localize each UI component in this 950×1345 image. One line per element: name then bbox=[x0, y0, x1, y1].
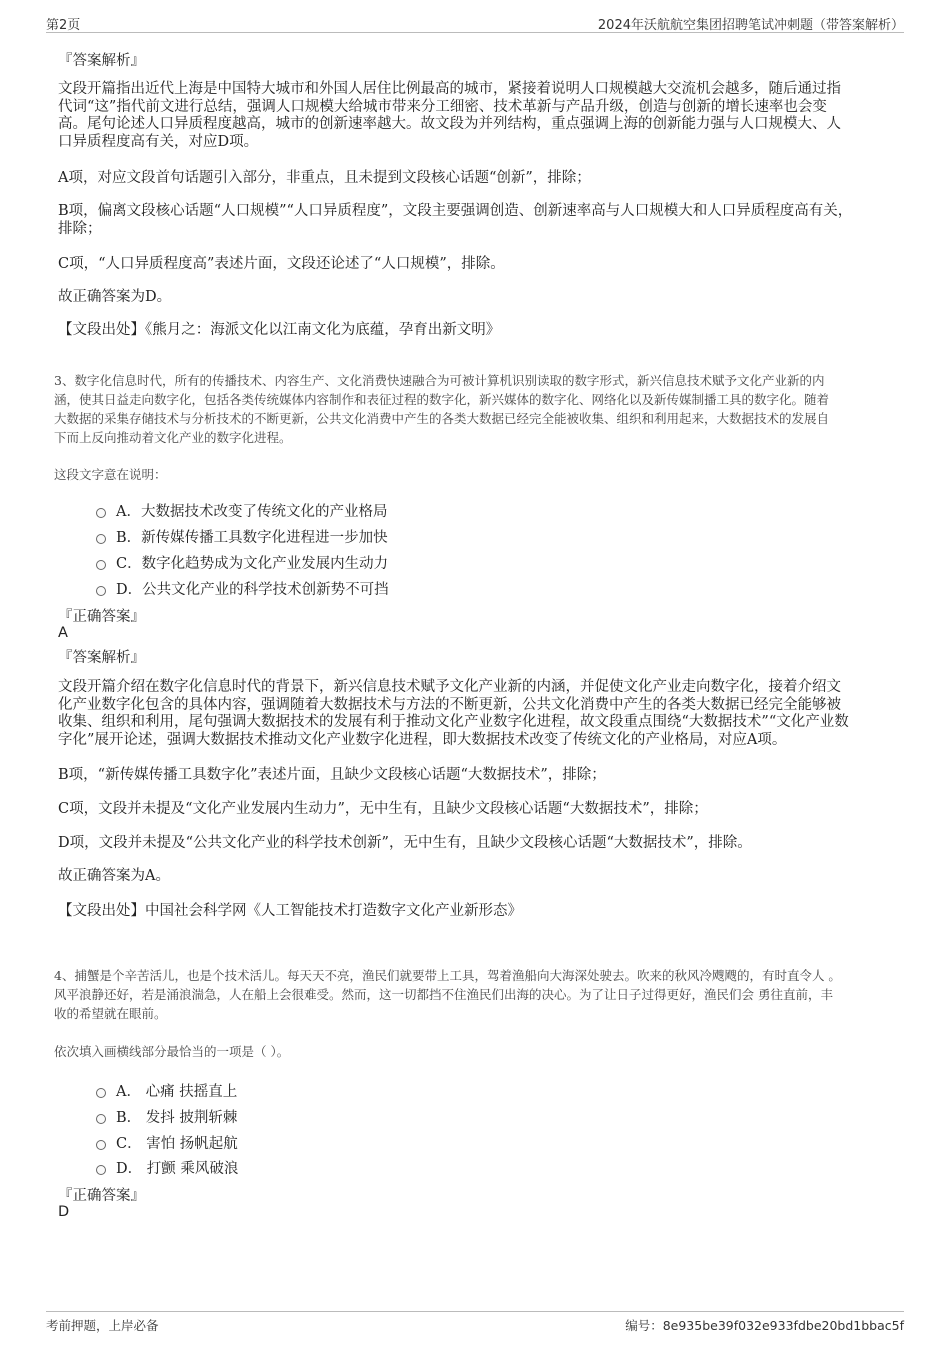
q3-analysis-line: 文段开篇介绍在数字化信息时代的背景下，新兴信息技术赋予文化产业新的内涵，并促使文化产业走向数字化，接着介绍文 bbox=[58, 679, 841, 695]
q2-analysis-line: 文段开篇指出近代上海是中国特大城市和外国人居住比例最高的城市，紧接着说明人口规模越大交流机会越多，随后通过指 bbox=[58, 81, 841, 97]
q4-prompt: 依次填入画横线部分最恰当的一项是（ ）。 bbox=[54, 1044, 290, 1059]
q4-option-c[interactable] bbox=[96, 1132, 238, 1153]
q3-analysis-line: 字化”展开论述，强调大数据技术推动文化产业数字化进程，即大数据技术改变了传统文化的产业格局，对应A项。 bbox=[58, 731, 787, 748]
q3-prompt: 这段文字意在说明： bbox=[54, 467, 167, 482]
q4-correct-answer: D bbox=[58, 1204, 70, 1220]
radio-button[interactable] bbox=[96, 534, 106, 544]
q2-b-note-line: 排除； bbox=[58, 220, 102, 237]
q3-option-b[interactable] bbox=[96, 526, 388, 547]
q3-option-a[interactable] bbox=[96, 500, 387, 521]
q3-conclusion: 故正确答案为A。 bbox=[58, 868, 170, 884]
q3-option-d[interactable] bbox=[96, 578, 389, 599]
page-number: 第2页 bbox=[46, 18, 81, 33]
q3-correct-label: 『正确答案』 bbox=[58, 609, 145, 625]
radio-button[interactable] bbox=[96, 1088, 106, 1098]
q4-option-b[interactable] bbox=[96, 1106, 237, 1127]
q2-analysis-label: 『答案解析』 bbox=[58, 53, 145, 69]
q2-source: 【文段出处】《熊月之：海派文化以江南文化为底蕴，孕育出新文明》 bbox=[58, 322, 501, 338]
q2-analysis-line: 代词“这”指代前文进行总结，强调人口规模大给城市带来分工细密、技术革新与产品升级，创造与创新的增长速率也会变 bbox=[58, 98, 827, 115]
footer-slogan: 考前押题，上岸必备 bbox=[46, 1318, 159, 1333]
q2-analysis bbox=[58, 81, 888, 151]
option-label: A．大数据技术改变了传统文化的产业格局 bbox=[116, 504, 388, 520]
option-label: B． 发抖 披荆斩棘 bbox=[116, 1110, 238, 1126]
page-header bbox=[46, 12, 904, 33]
option-label: C．数字化趋势成为文化产业发展内生动力 bbox=[116, 556, 389, 572]
q4-stem-line: 4、捕蟹是个辛苦活儿，也是个技术活儿。每天天不亮，渔民们就要带上工具，驾着渔船向大海深处驶去。吹来的秋风冷飕飕的，有时直令人 。 bbox=[54, 968, 841, 983]
radio-button[interactable] bbox=[96, 508, 106, 518]
q2-analysis-line: 口异质程度高有关，对应D项。 bbox=[58, 133, 259, 150]
q4-option-a[interactable] bbox=[96, 1080, 237, 1101]
q3-correct-answer: A bbox=[58, 625, 68, 641]
q3-analysis-label: 『答案解析』 bbox=[58, 650, 145, 666]
q2-analysis-line: 高。尾句论述人口异质程度越高，城市的创新速率越大。故文段为并列结构，重点强调上海的创新能力强与人口规模大、人 bbox=[58, 116, 841, 132]
q4-correct-label: 『正确答案』 bbox=[58, 1188, 145, 1204]
option-label: B．新传媒传播工具数字化进程进一步加快 bbox=[116, 530, 388, 546]
document-title: 2024年沃航航空集团招聘笔试冲刺题（带答案解析） bbox=[597, 18, 904, 33]
q2-conclusion: 故正确答案为D。 bbox=[58, 289, 172, 305]
q3-stem-line: 3、数字化信息时代，所有的传播技术、内容生产、文化消费快速融合为可被计算机识别读取的数字形式，新兴信息技术赋予文化产业新的内 bbox=[54, 373, 825, 388]
q3-stem-line: 大数据的采集存储技术与分析技术的不断更新，公共文化消费中产生的各类大数据已经完全能被收集、组织和利用起来，大数据技术的发展自 bbox=[54, 411, 830, 426]
page-footer bbox=[46, 1311, 904, 1334]
q3-stem bbox=[54, 371, 890, 447]
option-label: D． 打颤 乘风破浪 bbox=[116, 1161, 239, 1177]
q4-stem bbox=[54, 966, 890, 1023]
q3-option-c[interactable] bbox=[96, 552, 388, 573]
document-code: 编号：8e935be39f032e933fdbe20bd1bbac5f bbox=[625, 1318, 904, 1333]
q2-option-b-note bbox=[58, 203, 888, 238]
q4-stem-line: 收的希望就在眼前。 bbox=[54, 1006, 167, 1021]
option-label: D．公共文化产业的科学技术创新势不可挡 bbox=[116, 582, 389, 598]
radio-button[interactable] bbox=[96, 560, 106, 570]
q3-analysis-line: 收集、组织和利用，尾句强调大数据技术的发展有利于推动文化产业数字化进程，故文段重点围绕“大数据技术”“文化产业数 bbox=[58, 714, 849, 730]
q2-option-a-note: A项，对应文段首句话题引入部分，非重点，且未提到文段核心话题“创新”，排除； bbox=[58, 170, 591, 186]
q3-analysis-line: 化产业数字化包含的具体内容，强调随着大数据技术与方法的不断更新，公共文化消费中产生的各类大数据已经完全能够被 bbox=[58, 696, 841, 713]
q3-source: 【文段出处】中国社会科学网《人工智能技术打造数字文化产业新形态》 bbox=[58, 903, 522, 919]
q2-option-c-note: C项，“人口异质程度高”表述片面，文段还论述了“人口规模”，排除。 bbox=[58, 256, 505, 272]
q3-stem-line: 涵，使其日益走向数字化，包括各类传统媒体内容制作和表征过程的数字化，新兴媒体的数字化、网络化以及新传媒制播工具的数字化。随着 bbox=[54, 392, 830, 407]
option-label: A． 心痛 扶摇直上 bbox=[116, 1084, 238, 1100]
q4-option-d[interactable] bbox=[96, 1157, 238, 1178]
q3-stem-line: 下而上反向推动着文化产业的数字化进程。 bbox=[54, 430, 292, 445]
q2-b-note-line: B项，偏离文段核心话题“人口规模”“人口异质程度”，文段主要强调创造、创新速率高与人口规模大和人口异质程度高有关， bbox=[58, 203, 853, 219]
q4-stem-line: 风平浪静还好，若是涌浪湍急，人在船上会很难受。然而，这一切都挡不住渔民们出海的决心。为了让日子过得更好，渔民们会 勇往直前，丰 bbox=[54, 987, 833, 1002]
q3-option-b-note: B项，“新传媒传播工具数字化”表述片面，且缺少文段核心话题“大数据技术”，排除； bbox=[58, 767, 606, 783]
q3-option-c-note: C项，文段并未提及“文化产业发展内生动力”，无中生有，且缺少文段核心话题“大数据技术”，排除； bbox=[58, 801, 708, 817]
radio-button[interactable] bbox=[96, 1165, 106, 1175]
option-label: C． 害怕 扬帆起航 bbox=[116, 1136, 238, 1152]
q3-analysis bbox=[58, 679, 888, 749]
q3-option-d-note: D项，文段并未提及“公共文化产业的科学技术创新”，无中生有，且缺少文段核心话题“大数据技术”，排除。 bbox=[58, 835, 752, 851]
radio-button[interactable] bbox=[96, 586, 106, 596]
radio-button[interactable] bbox=[96, 1140, 106, 1150]
radio-button[interactable] bbox=[96, 1114, 106, 1124]
